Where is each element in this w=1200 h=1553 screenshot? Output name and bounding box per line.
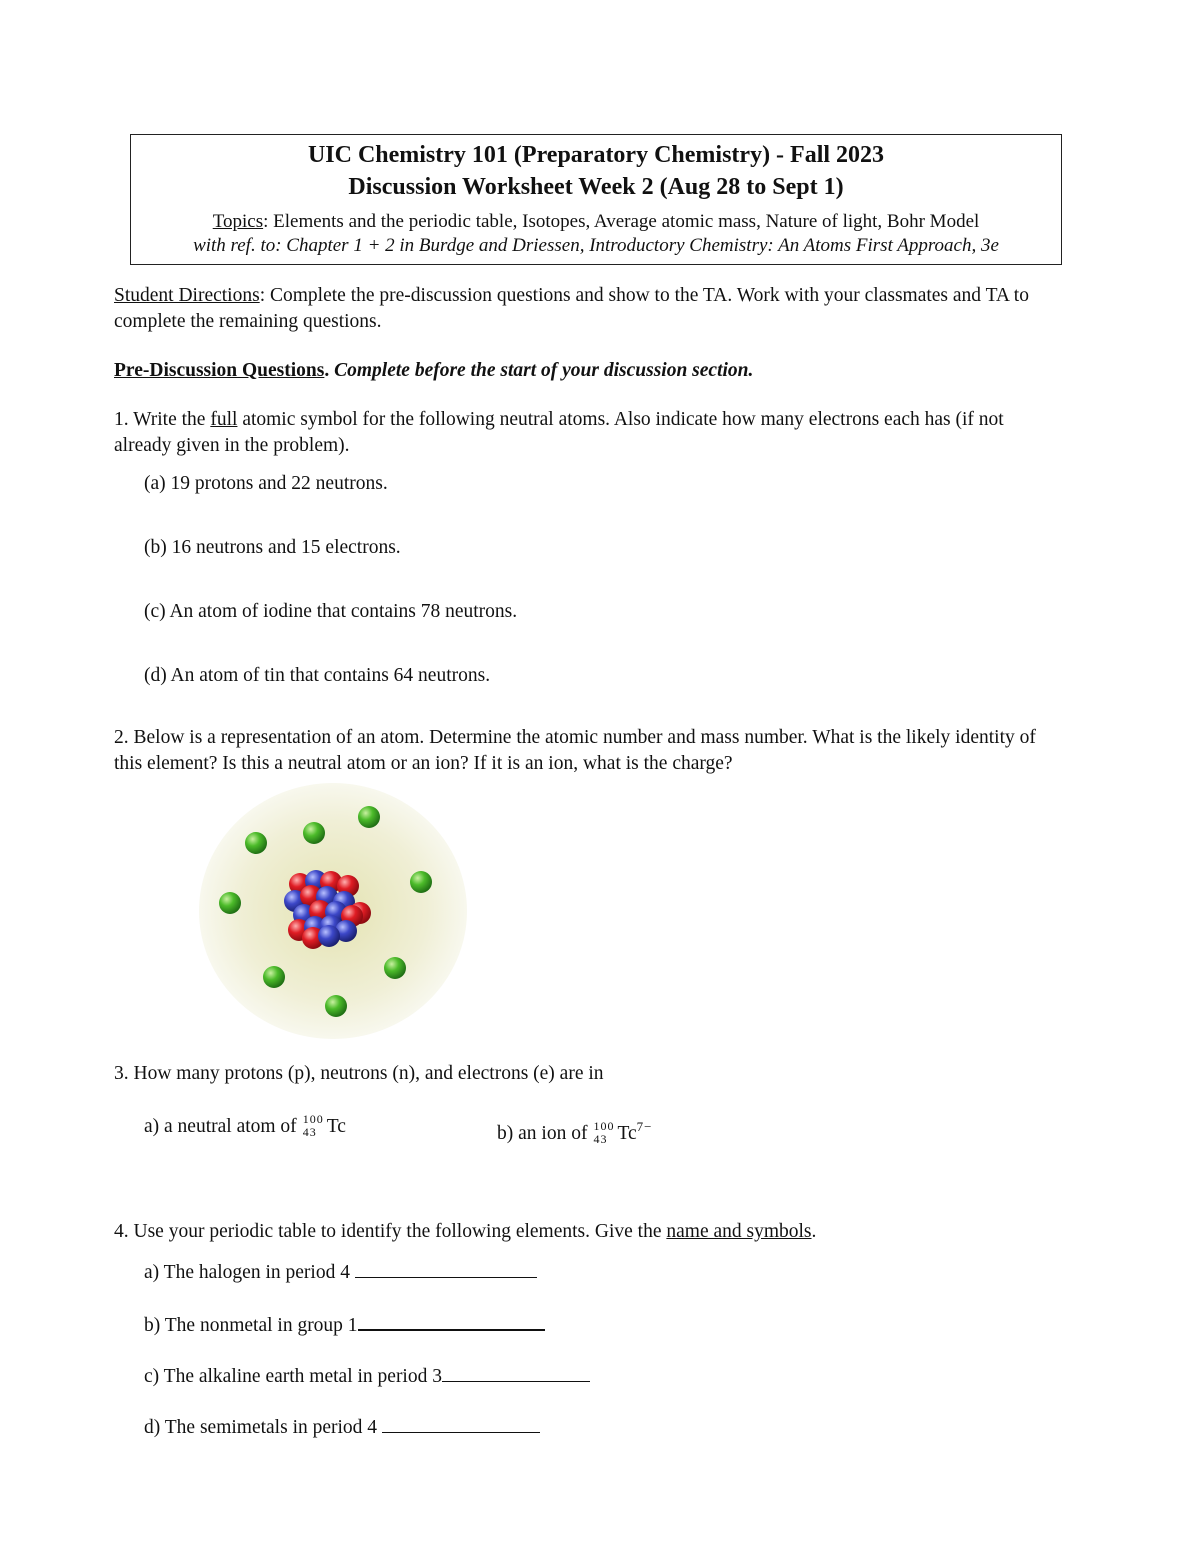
- q1-part-a: (a) 19 protons and 22 neutrons.: [144, 473, 388, 494]
- question-4: [114, 1219, 1089, 1245]
- element-symbol: Tc: [326, 1116, 346, 1137]
- pre-discussion-period: .: [324, 360, 330, 381]
- electron: [245, 832, 267, 854]
- q4-suffix: .: [811, 1221, 817, 1242]
- electron: [219, 892, 241, 914]
- topics-label: Topics: [212, 211, 264, 232]
- q3-part-a-text: a) a neutral atom of: [144, 1116, 297, 1137]
- q4-part-a: [144, 1257, 537, 1286]
- electron: [325, 995, 347, 1017]
- electron: [303, 822, 325, 844]
- neutron: [318, 925, 340, 947]
- reference-line: with ref. to: Chapter 1 + 2 in Burdge and Driessen, Introductory Chemistry: An Atoms First Approach, 3e: [193, 235, 999, 256]
- tc-ion-symbol: [593, 1121, 617, 1147]
- worksheet-title: Discussion Worksheet Week 2 (Aug 28 to Sept 1): [348, 174, 844, 200]
- worksheet-header: [130, 134, 1062, 265]
- ion-element-symbol: Tc: [617, 1123, 637, 1144]
- pre-discussion-heading: [114, 358, 1089, 384]
- q4-part-b-text: b) The nonmetal in group 1: [144, 1315, 358, 1336]
- q4-part-c: [144, 1361, 590, 1390]
- q4-part-d-text: d) The semimetals in period 4: [144, 1417, 378, 1438]
- ion-mass-number: 100: [593, 1119, 615, 1133]
- q1-part-b: (b) 16 neutrons and 15 electrons.: [144, 537, 401, 558]
- pre-discussion-instruction: Complete before the start of your discussion section.: [334, 360, 754, 381]
- q4-prefix: 4. Use your periodic table to identify the following elements. Give the: [114, 1221, 667, 1242]
- answer-blank-d[interactable]: [382, 1412, 540, 1433]
- q1-prefix: 1. Write the: [114, 409, 211, 430]
- answer-blank-c[interactable]: [442, 1361, 590, 1382]
- q1-rest: atomic symbol for the following neutral atoms. Also indicate how many electrons each has (if not already given in the problem).: [114, 409, 1004, 456]
- q3-part-a: [144, 1114, 346, 1140]
- course-title: UIC Chemistry 101 (Preparatory Chemistry) - Fall 2023: [307, 142, 885, 168]
- q4-part-a-text: a) The halogen in period 4: [144, 1262, 350, 1283]
- question-2: 2. Below is a representation of an atom. Determine the atomic number and mass number. What is the likely identity of this element? Is this a neutral atom or an ion? If it is an ion, what is the charge?: [114, 727, 1036, 774]
- q4-part-c-text: c) The alkaline earth metal in period 3: [144, 1366, 442, 1387]
- pre-discussion-title: Pre-Discussion Questions: [114, 360, 325, 381]
- q4-part-b: [144, 1309, 545, 1339]
- atomic-number: 43: [302, 1125, 317, 1139]
- answer-blank-a[interactable]: [355, 1257, 537, 1278]
- q4-part-d: [144, 1412, 540, 1441]
- q1-part-c: (c) An atom of iodine that contains 78 neutrons.: [144, 601, 518, 622]
- q3-part-b-text: b) an ion of: [497, 1123, 588, 1144]
- topics-line: [131, 209, 1061, 234]
- student-directions: [114, 283, 1089, 335]
- ion-atomic-number: 43: [593, 1132, 608, 1146]
- electron: [263, 966, 285, 988]
- directions-label: Student Directions: [114, 285, 260, 306]
- directions-text: : Complete the pre-discussion questions and show to the TA. Work with your classmates and TA to complete the remaining questions.: [114, 285, 1029, 332]
- q3-part-b: [497, 1114, 653, 1147]
- atom-diagram: [196, 780, 471, 1042]
- mass-number: 100: [302, 1112, 324, 1126]
- question-3: 3. How many protons (p), neutrons (n), and electrons (e) are in: [114, 1063, 604, 1084]
- electron: [358, 806, 380, 828]
- q1-part-d: (d) An atom of tin that contains 64 neutrons.: [144, 665, 491, 686]
- q1-underlined-word: full: [210, 409, 238, 430]
- electron: [384, 957, 406, 979]
- ion-charge: 7−: [636, 1119, 653, 1134]
- electron: [410, 871, 432, 893]
- answer-blank-b[interactable]: [358, 1309, 545, 1331]
- question-1: [114, 407, 1044, 459]
- tc-isotope-symbol: [303, 1114, 327, 1140]
- q4-underlined: name and symbols: [666, 1221, 812, 1242]
- topics-text: : Elements and the periodic table, Isotopes, Average atomic mass, Nature of light, Bohr Model: [263, 211, 980, 232]
